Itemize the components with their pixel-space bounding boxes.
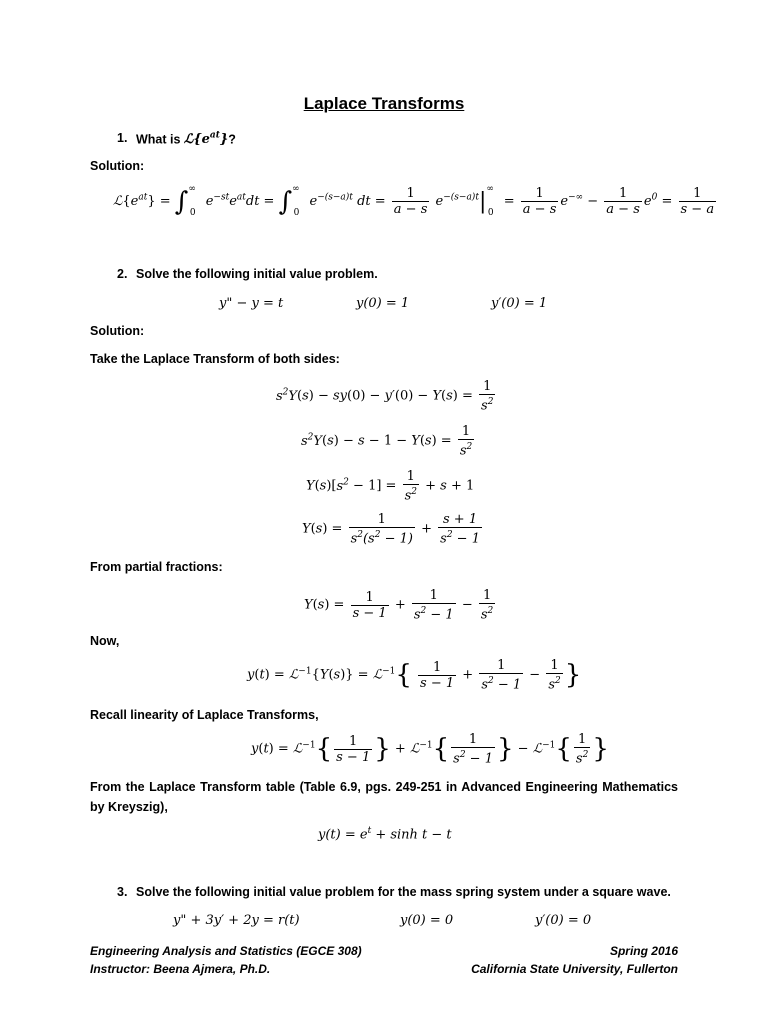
q2-eq5: Y(s) = $\frac{1}{s - 1}$ + $\frac{1}{s^2 - 1}$ − $\frac{1}{s^2}$ xyxy=(304,588,494,623)
q3-ic2: y′(0) = 0 xyxy=(535,913,592,928)
q3-text: Solve the following initial value problem for the mass spring system under a square wave. xyxy=(136,885,671,899)
q2-step-now: Now, xyxy=(90,634,120,648)
q2-step-table: From the Laplace Transform table (Table 6.9, pgs. 249-251 in Advanced Engineering Mathematics by Kreyszig), xyxy=(90,780,678,814)
q2-text: Solve the following initial value problem. xyxy=(136,267,378,281)
page-title: Laplace Transforms xyxy=(303,94,465,113)
q2-eq4: Y(s) = $\frac{1}{s^2(s^2 - 1)}$ + $\frac{s + 1}{s^2 - 1}$ xyxy=(302,512,480,547)
q2-eq6: y(t) = ℒ$^{-1}${Y(s)} = ℒ$^{-1}${ $\frac{1}{s - 1}$ + $\frac{1}{s^2 - 1}$ − $\frac{1}{s^2}$ } xyxy=(247,658,582,693)
q2-ic2: y′(0) = 1 xyxy=(491,296,548,311)
footer-course: Engineering Analysis and Statistics (EGCE 308) xyxy=(90,944,362,958)
q2-number: 2. xyxy=(117,267,128,281)
q1-solution-label: Solution: xyxy=(90,159,145,173)
footer-instructor: Instructor: Beena Ajmera, Ph.D. xyxy=(90,962,271,976)
footer-term: Spring 2016 xyxy=(609,944,678,958)
q3-ode: y" + 3y′ + 2y = r(t) xyxy=(173,913,300,928)
q1-text-prefix: What is xyxy=(136,132,184,147)
q2-ode: y" − y = t xyxy=(219,296,284,311)
q2-eq2: $s^2Y(s) - s - 1 - Y(s)$ = $\frac{1}{s^2}$ xyxy=(301,424,473,459)
q2-eq3: $Y(s)[s^2 - 1]$ = $\frac{1}{s^2}$ + s + 1 xyxy=(306,469,475,504)
q2-solution-label: Solution: xyxy=(90,324,145,338)
q2-eq8: $y(t) = e^t + \sinh t - t$ xyxy=(318,826,452,843)
q2-ic1: y(0) = 1 xyxy=(356,296,410,311)
q1-math: $ℒ\{e^{at}\}$ xyxy=(183,131,229,148)
q3-ic1: y(0) = 0 xyxy=(400,913,454,928)
q1-text: What is $ℒ\{e^{at}\}$? xyxy=(136,131,236,148)
q2-eq7: y(t) = ℒ$^{-1}${ $\frac{1}{s - 1}$ } + ℒ$^{-1}${ $\frac{1}{s^2 - 1}$ } − ℒ$^{-1}${ $\frac{1}{s^2}$ } xyxy=(251,732,609,767)
q1-number: 1. xyxy=(117,131,128,145)
q2-step-take-lt: Take the Laplace Transform of both sides: xyxy=(90,352,340,366)
q3-number: 3. xyxy=(117,885,128,899)
q2-step-partial: From partial fractions: xyxy=(90,560,223,574)
q1-equation: $ℒ\{e^{at}\} = \int^\infty_0$ $e^{-st}e^{at}dt = \int^\infty_0$ $e^{-(s-a)t}$ dt = $\frac{1}{a - s}$ $e^{-(s-a)t}|^\infty_0$ = $\frac{1}{a - s}$ e−∞ − $\frac{1}{a - s}$ $e^0$ = $\frac{1}{s - a}$ xyxy=(113,184,715,218)
footer-university: California State University, Fullerton xyxy=(471,962,678,976)
q2-step-linearity: Recall linearity of Laplace Transforms, xyxy=(90,708,319,722)
q2-eq1: $s^2Y(s) - sy(0) - y'(0) - Y(s)$ = $\frac{1}{s^2}$ xyxy=(276,379,494,414)
